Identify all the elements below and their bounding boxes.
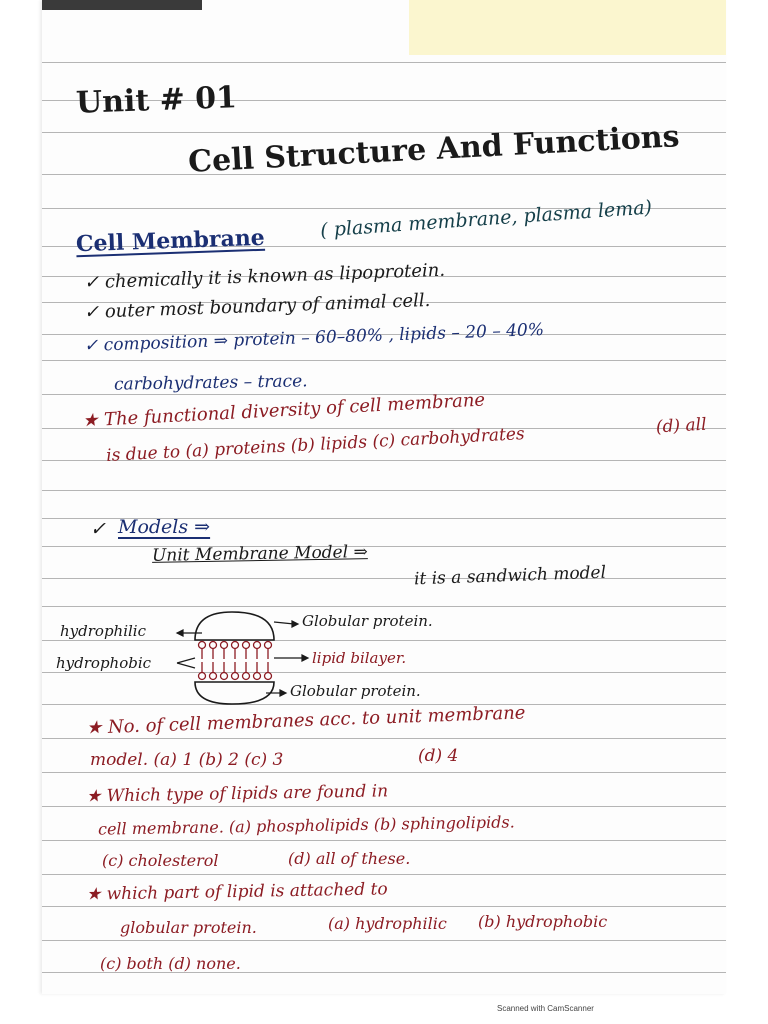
label-hydrophobic: hydrophobic	[56, 654, 152, 672]
sticky-note	[409, 0, 726, 55]
models-label: Models ⇒	[118, 516, 211, 538]
ruled-line	[42, 738, 726, 739]
ruled-line	[42, 578, 726, 579]
q-number-of-membranes-answer: (d) 4	[418, 746, 459, 766]
unit-membrane-model-label: Unit Membrane Model ⇒	[151, 542, 368, 566]
mcq-functional-diversity-q: ★ The functional diversity of cell membrane	[81, 389, 486, 432]
q-type-of-lipids-answer: (d) all of these.	[288, 849, 411, 868]
page-title: Cell Structure And Functions	[187, 119, 681, 180]
bottom-globular-protein	[195, 682, 274, 704]
section-cell-membrane: Cell Membrane	[75, 224, 266, 258]
ruled-line	[42, 840, 726, 841]
scanner-watermark: Scanned with CamScanner	[497, 1004, 594, 1013]
q-type-of-lipids-options: cell membrane. (a) phospholipids (b) sphingolipids.	[97, 812, 515, 839]
q-lipid-part-attached: ★ which part of lipid is attached to	[85, 879, 388, 905]
ruled-line	[42, 546, 726, 547]
top-globular-protein	[195, 612, 274, 640]
q-lipid-part-attached-line2: globular protein.	[120, 918, 257, 937]
point-lipoprotein: ✓ chemically it is known as lipoprotein.	[83, 259, 446, 294]
point-composition: ✓ composition ⇒ protein – 60–80% , lipids – 20 – 40%	[83, 319, 545, 357]
ruled-line	[42, 490, 726, 491]
q-number-of-membranes: ★ No. of cell membranes acc. to unit membrane	[85, 702, 526, 739]
unit-heading: Unit # 01	[75, 80, 238, 121]
label-lipid-bilayer: lipid bilayer.	[312, 649, 407, 667]
lipid-bilayer-shape	[199, 642, 272, 680]
label-globular-protein-top: Globular protein.	[302, 612, 433, 630]
q-lipid-part-attached-line3: (c) both (d) none.	[100, 954, 241, 973]
binding-strip	[42, 0, 202, 10]
ruled-line	[42, 874, 726, 875]
q-lipid-part-attached-option-b: (b) hydrophobic	[478, 912, 608, 931]
q-type-of-lipids: ★ Which type of lipids are found in	[85, 781, 389, 807]
ruled-line	[42, 806, 726, 807]
q-type-of-lipids-option-c: (c) cholesterol	[102, 851, 219, 870]
composition-carbohydrates: carbohydrates – trace.	[113, 371, 308, 395]
ruled-line	[42, 906, 726, 907]
notebook-page	[42, 0, 726, 994]
mcq-functional-diversity-answer: (d) all	[655, 414, 708, 438]
q-lipid-part-attached-answer: (a) hydrophilic	[328, 914, 447, 933]
label-globular-protein-bottom: Globular protein.	[290, 682, 421, 700]
ruled-line	[42, 360, 726, 361]
point-boundary: ✓ outer most boundary of animal cell.	[83, 289, 431, 324]
sandwich-model-text: it is a sandwich model	[413, 562, 607, 590]
models-check: ✓	[90, 518, 106, 540]
ruled-line	[42, 772, 726, 773]
mcq-functional-diversity-options: is due to (a) proteins (b) lipids (c) carbohydrates	[105, 424, 526, 466]
q-number-of-membranes-options: model. (a) 1 (b) 2 (c) 3	[90, 750, 284, 770]
ruled-line	[42, 940, 726, 941]
ruled-line	[42, 62, 726, 63]
label-hydrophilic: hydrophilic	[60, 622, 146, 640]
ruled-line	[42, 174, 726, 175]
cell-membrane-aliases: ( plasma membrane, plasma lema)	[319, 196, 653, 242]
